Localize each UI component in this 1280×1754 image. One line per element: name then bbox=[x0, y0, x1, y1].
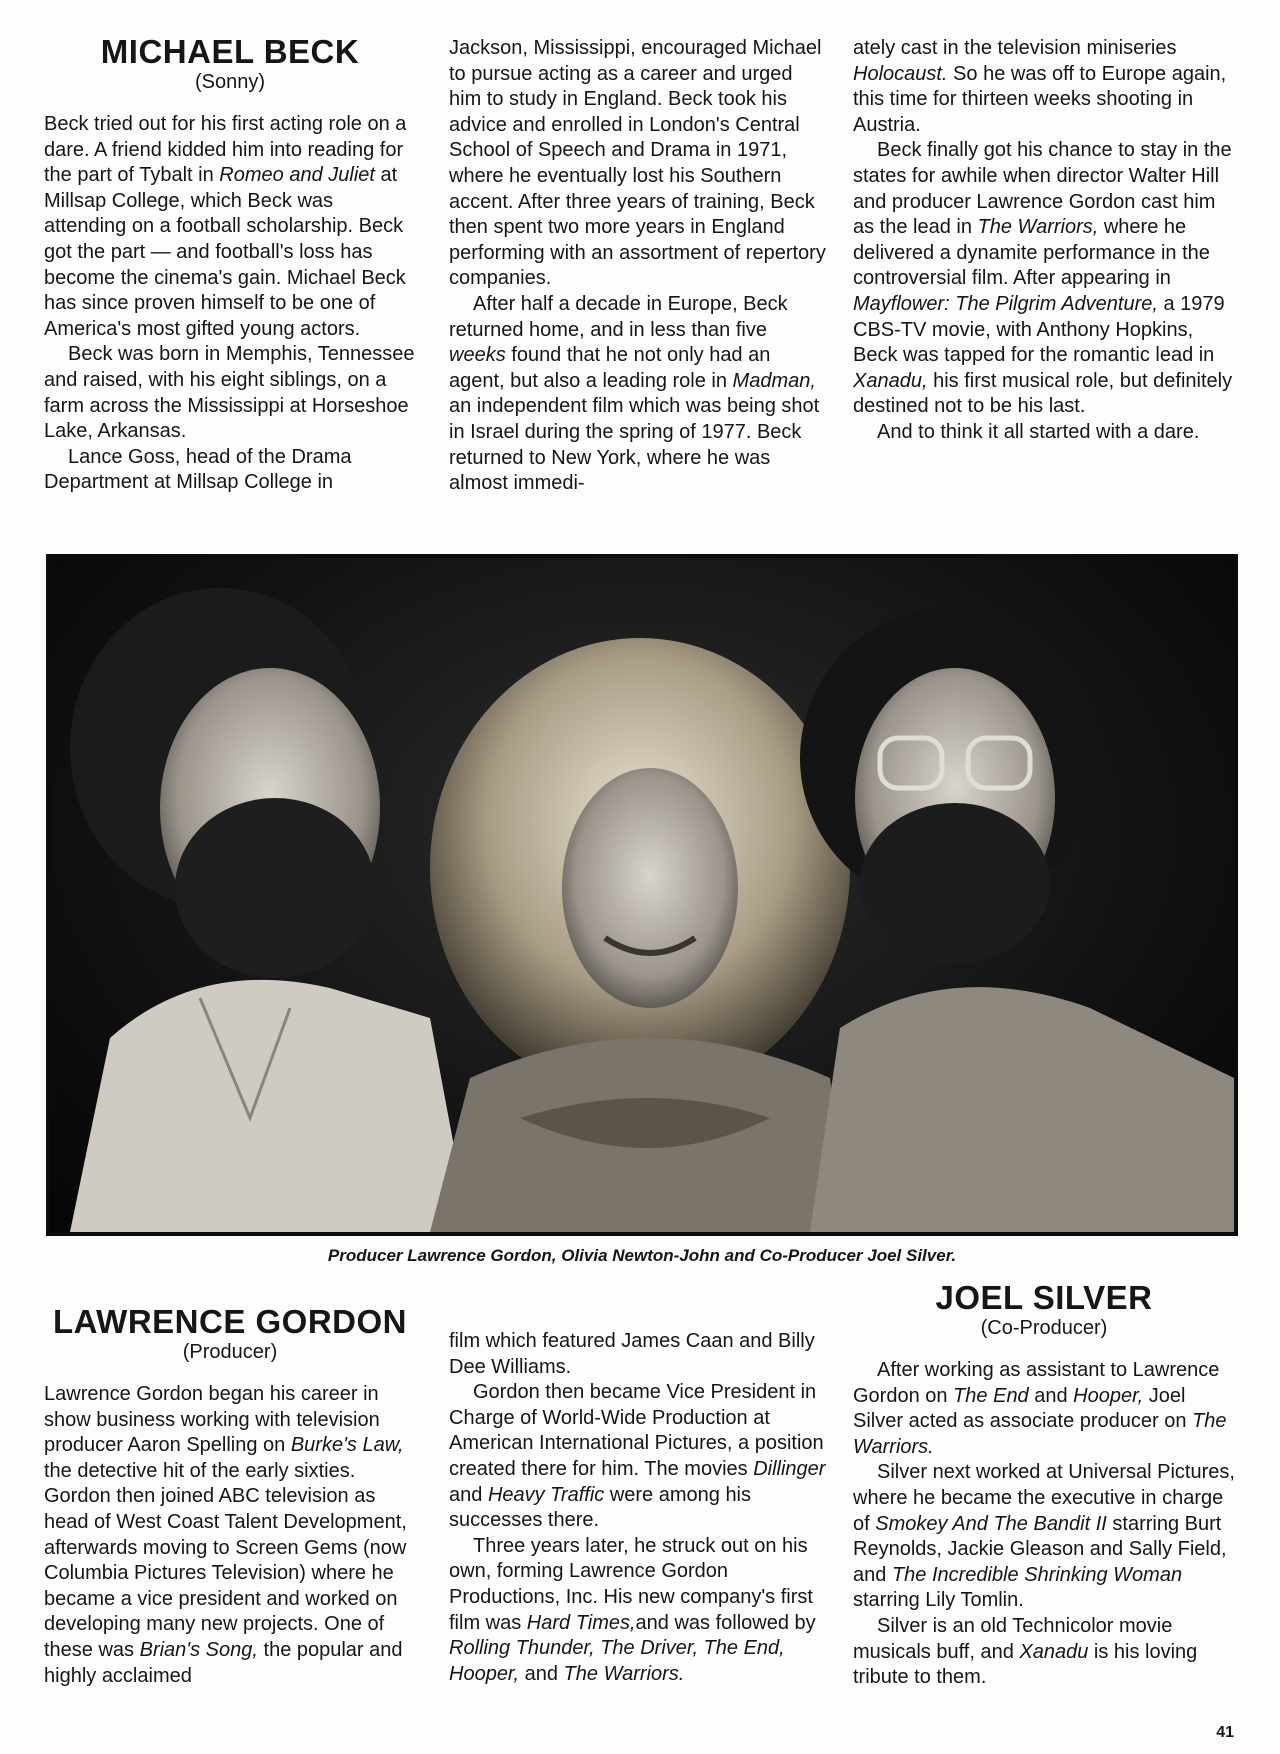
gordon-paragraph-2: Gordon then became Vice President in Charge of World-Wide Production at American International Pictures, a position created there for him. The movies Dillinger and Heavy Traffic were among his successes there. bbox=[449, 1381, 826, 1532]
silver-paragraph-3: Silver is an old Technicolor movie musicals buff, and Xanadu is his loving tribute to them. bbox=[853, 1614, 1198, 1689]
beck-paragraph-2: Beck was born in Memphis, Tennessee and raised, with his eight siblings, on a farm across the Mississippi at Horseshoe Lake, Arkansas. bbox=[44, 343, 415, 443]
page-number: 41 bbox=[1216, 1724, 1234, 1741]
beck-paragraph-3a: Lance Goss, head of the Drama Department at Millsap College in bbox=[44, 445, 352, 494]
photo-caption: Producer Lawrence Gordon, Olivia Newton-John and Co-Producer Joel Silver. bbox=[327, 1246, 957, 1265]
beck-paragraph-3b: Jackson, Mississippi, encouraged Michael to pursue acting as a career and urged him to study in England. Beck took his advice and enrolled in London's Central School of Speech and Drama in 1971, where he eventually lost his Southern accent. After three years of training, Beck then spent two more years in England performing with an assortment of repertory companies. bbox=[449, 37, 826, 290]
gordon-column-1 bbox=[44, 1304, 416, 1689]
gordon-column-2 bbox=[449, 1329, 827, 1687]
beck-paragraph-4b: ately cast in the television miniseries Holocaust. So he was off to Europe again, this time for thirteen weeks shooting in Austria. bbox=[853, 37, 1227, 136]
silver-heading: JOEL SILVER bbox=[935, 1279, 1153, 1316]
gordon-paragraph-3: Three years later, he struck out on his own, forming Lawrence Gordon Productions, Inc. His new company's first film was Hard Times,and was followed by Rolling Thunder, The Driver, The End, Hooper, and The Warriors. bbox=[449, 1534, 816, 1685]
silver-role: (Co-Producer) bbox=[980, 1317, 1108, 1339]
right-person bbox=[800, 608, 1234, 1232]
left-person bbox=[70, 588, 470, 1232]
beck-paragraph-6: And to think it all started with a dare. bbox=[877, 420, 1200, 443]
beck-paragraph-4a: After half a decade in Europe, Beck returned home, and in less than five weeks found that he not only had an agent, but also a leading role in Madman, an independent film which was being shot in Israel during the spring of 1977. Beck returned to New York, where he was almost immedi- bbox=[449, 292, 820, 495]
silver-paragraph-2: Silver next worked at Universal Pictures, where he became the executive in charge of Smokey And The Bandit II starring Burt Reynolds, Jackie Gleason and Sally Field, and The Incredible Shrinking Woman starring Lily Tomlin. bbox=[853, 1461, 1235, 1612]
middle-person bbox=[430, 638, 850, 1232]
beck-paragraph-1: Beck tried out for his first acting role on a dare. A friend kidded him into reading for the part of Tybalt in Romeo and Juliet at Millsap College, which Beck was attending on a football scholarship. Beck got the part — and football's loss has become the cinema's gain. Michael Beck has since proven himself to be one of America's most gifted young actors. bbox=[44, 113, 407, 340]
beck-column-3 bbox=[853, 36, 1235, 446]
gordon-role: (Producer) bbox=[182, 1341, 278, 1363]
gordon-paragraph-1a: Lawrence Gordon began his career in show business working with television producer Aaron Spelling on Burke's Law, the detective hit of the early sixties. Gordon then joined ABC television as head of West Coast Talent Development, afterwards moving to Screen Gems (now Columbia Pictures Television) where he became a vice president and worked on developing many new projects. One of these was Brian's Song, the popular and highly acclaimed bbox=[44, 1383, 407, 1687]
silver-column bbox=[853, 1280, 1235, 1691]
beck-role: (Sonny) bbox=[194, 71, 266, 93]
gordon-paragraph-1b: film which featured James Caan and Billy Dee Williams. bbox=[449, 1330, 815, 1378]
beck-heading: MICHAEL BECK bbox=[100, 33, 360, 70]
silver-paragraph-1: After working as assistant to Lawrence Gordon on The End and Hooper, Joel Silver acted as associate producer on The Warriors. bbox=[853, 1359, 1227, 1458]
group-photo bbox=[46, 554, 1238, 1236]
beck-paragraph-5: Beck finally got his chance to stay in the states for awhile when director Walter Hill and producer Lawrence Gordon cast him as the lead in The Warriors, where he delivered a dynamite performance in the controversial film. After appearing in Mayflower: The Pilgrim Adventure, a 1979 CBS-TV movie, with Anthony Hopkins, Beck was tapped for the romantic lead in Xanadu, his first musical role, but definitely destined not to be his last. bbox=[853, 139, 1233, 418]
beck-column-1 bbox=[44, 34, 416, 496]
photo-illustration bbox=[50, 558, 1234, 1232]
beck-column-2 bbox=[449, 36, 827, 497]
gordon-heading: LAWRENCE GORDON bbox=[53, 1303, 407, 1340]
